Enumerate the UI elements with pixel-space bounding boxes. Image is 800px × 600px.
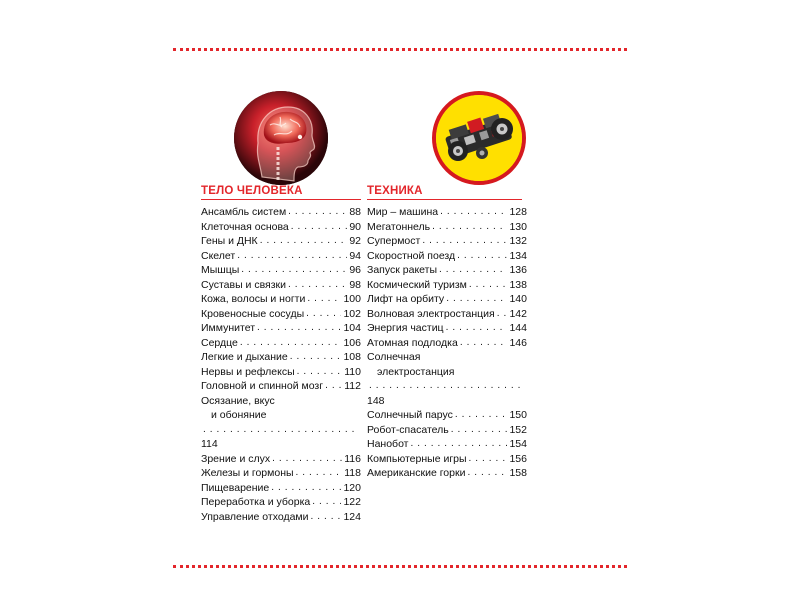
dot-leader [241, 263, 347, 278]
dot-leader [325, 379, 342, 394]
toc-entry [201, 278, 361, 293]
dot-leader [439, 263, 507, 278]
toc-entry-title: Зрение и слух [201, 452, 271, 465]
toc-entry-title: Управление отходами [201, 510, 309, 523]
dot-leader [469, 278, 508, 293]
dot-leader [288, 205, 347, 220]
toc-section-human-body [201, 185, 361, 524]
toc-entry-page-number: 132 [509, 235, 527, 247]
toc-entry [201, 321, 361, 336]
toc-entry-title: Ансамбль систем [201, 206, 287, 218]
dot-leader [369, 379, 525, 394]
toc-entry-title: Мегатоннель [367, 220, 431, 233]
dot-leader [440, 205, 507, 220]
toc-entry [201, 350, 361, 365]
toc-entry [367, 437, 527, 452]
toc-entry [367, 205, 527, 220]
toc-entry [367, 292, 527, 307]
toc-entry [201, 292, 361, 307]
dot-leader [307, 292, 341, 307]
dot-leader [467, 466, 507, 481]
toc-entry-page-number: 134 [509, 249, 527, 262]
toc-entry-title: Волновая электростанция [367, 307, 495, 320]
toc-entry [367, 408, 527, 423]
toc-entry-page-number: 122 [343, 496, 361, 508]
toc-entry-title: Нанобот [367, 438, 409, 450]
toc-entry [201, 263, 361, 278]
toc-entry-page-number: 158 [509, 467, 527, 479]
toc-entry-page-number: 94 [349, 249, 361, 262]
dot-leader [312, 495, 341, 510]
toc-entry [201, 307, 361, 322]
toc-entry-title: Переработка и уборка [201, 496, 311, 508]
dot-leader [311, 510, 342, 525]
toc-entry-title: Скелет [201, 249, 236, 262]
toc-entry-title: Нервы и рефлексы [201, 365, 295, 378]
dot-leader [203, 423, 359, 438]
toc-entry-title: Атомная подлодка [367, 336, 458, 349]
toc-entry-page-number: 128 [509, 206, 527, 218]
toc-entry-page-number: 150 [509, 409, 527, 421]
dot-leader [469, 452, 508, 467]
toc-entry-title: Осязание, вкус [201, 394, 275, 407]
section-heading: ТЕХНИКА [367, 185, 522, 200]
toc-entry-page-number: 96 [349, 264, 361, 276]
dot-leader [446, 321, 508, 336]
toc-entry-page-number: 110 [344, 365, 361, 378]
toc-entry [201, 379, 361, 394]
dot-leader [297, 365, 343, 380]
toc-entry-title: Робот-спасатель [367, 423, 449, 436]
toc-entry-title: Головной и спинной мозг [201, 380, 324, 392]
toc-entry-page-number: 102 [343, 307, 361, 320]
dot-leader [460, 336, 508, 351]
dot-leader [260, 234, 348, 249]
toc-entry-page-number: 130 [509, 220, 527, 233]
toc-entry [367, 452, 527, 467]
dot-leader [411, 437, 508, 452]
toc-entry [367, 278, 527, 293]
toc-entry-title: Кожа, волосы и ногти [201, 293, 306, 305]
dot-leader [432, 220, 507, 235]
toc-entry-page-number: 156 [509, 452, 527, 465]
dot-leader [451, 423, 508, 438]
toc-list [367, 205, 527, 481]
dot-leader [497, 307, 508, 322]
dot-leader [272, 452, 342, 467]
toc-entry-page-number: 104 [343, 322, 361, 334]
toc-entry-page-number: 90 [349, 220, 361, 233]
toc-entry-page-number: 136 [509, 264, 527, 276]
toc-entry-title: Солнечный парус [367, 409, 453, 421]
toc-entry-page-number: 138 [509, 278, 527, 291]
toc-entry-title: Суставы и связки [201, 278, 286, 291]
toc-entry [367, 249, 527, 264]
toc-entry [367, 350, 527, 408]
toc-page [173, 0, 627, 600]
toc-entry-title: Железы и гормоны [201, 467, 294, 479]
toc-entry [367, 234, 527, 249]
toc-entry [201, 365, 361, 380]
toc-entry [367, 307, 527, 322]
toc-entry-title: Мир – машина [367, 206, 439, 218]
toc-entry [201, 220, 361, 235]
toc-entry [367, 423, 527, 438]
toc-entry-page-number: 114 [201, 438, 218, 450]
dot-leader [455, 408, 508, 423]
toc-entry [201, 452, 361, 467]
toc-entry-title: Солнечная [367, 351, 421, 363]
toc-entry-title: Гены и ДНК [201, 235, 258, 247]
toc-entry-page-number: 140 [509, 293, 527, 305]
toc-entry-page-number: 112 [344, 380, 361, 392]
toc-entry-title: Иммунитет [201, 322, 256, 334]
section-heading: ТЕЛО ЧЕЛОВЕКА [201, 185, 361, 200]
toc-entry-page-number: 108 [343, 351, 361, 363]
toc-list [201, 205, 361, 524]
toc-entry-title: Кровеносные сосуды [201, 307, 305, 320]
toc-entry-title: Клеточная основа [201, 220, 289, 233]
toc-entry [367, 466, 527, 481]
toc-entry-title: Скоростной поезд [367, 249, 456, 262]
toc-entry-title: Мышцы [201, 264, 240, 276]
toc-entry-title-continued: и обоняние [211, 409, 267, 421]
toc-entry-page-number: 152 [509, 423, 527, 436]
dot-leader [296, 466, 343, 481]
toc-entry-page-number: 120 [343, 481, 361, 494]
toc-entry-title: Космический туризм [367, 278, 467, 291]
toc-entry-page-number: 88 [349, 206, 361, 218]
toc-entry [201, 249, 361, 264]
toc-entry-title: Запуск ракеты [367, 264, 437, 276]
toc-entry [201, 495, 361, 510]
toc-entry-page-number: 100 [343, 293, 361, 305]
dot-leader [457, 249, 507, 264]
toc-entry-title: Супермост [367, 235, 421, 247]
machine-gears-image [432, 91, 526, 185]
top-dotted-border [173, 48, 627, 51]
toc-entry-page-number: 142 [509, 307, 527, 320]
toc-entry [201, 205, 361, 220]
toc-entry-page-number: 98 [349, 278, 361, 291]
toc-entry-page-number: 118 [344, 467, 361, 479]
toc-entry [201, 394, 361, 452]
toc-entry-title-continued: электростанция [377, 365, 455, 378]
toc-entry [201, 481, 361, 496]
toc-entry [201, 466, 361, 481]
toc-entry [367, 263, 527, 278]
toc-entry [201, 234, 361, 249]
toc-entry-title: Легкие и дыхание [201, 351, 288, 363]
toc-entry-title: Компьютерные игры [367, 452, 467, 465]
dot-leader [237, 249, 347, 264]
toc-entry-page-number: 106 [343, 336, 361, 349]
dot-leader [290, 350, 342, 365]
dot-leader [240, 336, 342, 351]
toc-entry-title: Американские горки [367, 467, 466, 479]
dot-leader [288, 278, 347, 293]
dot-leader [291, 220, 348, 235]
bottom-dotted-border [173, 565, 627, 568]
toc-entry-page-number: 116 [344, 452, 361, 465]
toc-entry-title: Энергия частиц [367, 322, 444, 334]
toc-entry-page-number: 144 [509, 322, 527, 334]
dot-leader [306, 307, 341, 322]
toc-section-technology [367, 185, 527, 481]
toc-entry [201, 510, 361, 525]
toc-entry-title: Пищеварение [201, 481, 270, 494]
dot-leader [271, 481, 341, 496]
toc-entry-page-number: 92 [349, 235, 361, 247]
dot-leader [257, 321, 341, 336]
toc-entry-title: Сердце [201, 336, 238, 349]
human-head-brain-image [234, 91, 328, 185]
toc-entry-page-number: 154 [509, 438, 527, 450]
toc-entry [367, 321, 527, 336]
toc-entry-title: Лифт на орбиту [367, 293, 445, 305]
toc-entry [201, 336, 361, 351]
toc-entry-page-number: 148 [367, 394, 385, 407]
dot-leader [446, 292, 507, 307]
dot-leader [422, 234, 507, 249]
toc-entry-page-number: 124 [343, 510, 361, 523]
toc-entry [367, 336, 527, 351]
toc-entry [367, 220, 527, 235]
toc-entry-page-number: 146 [509, 336, 527, 349]
